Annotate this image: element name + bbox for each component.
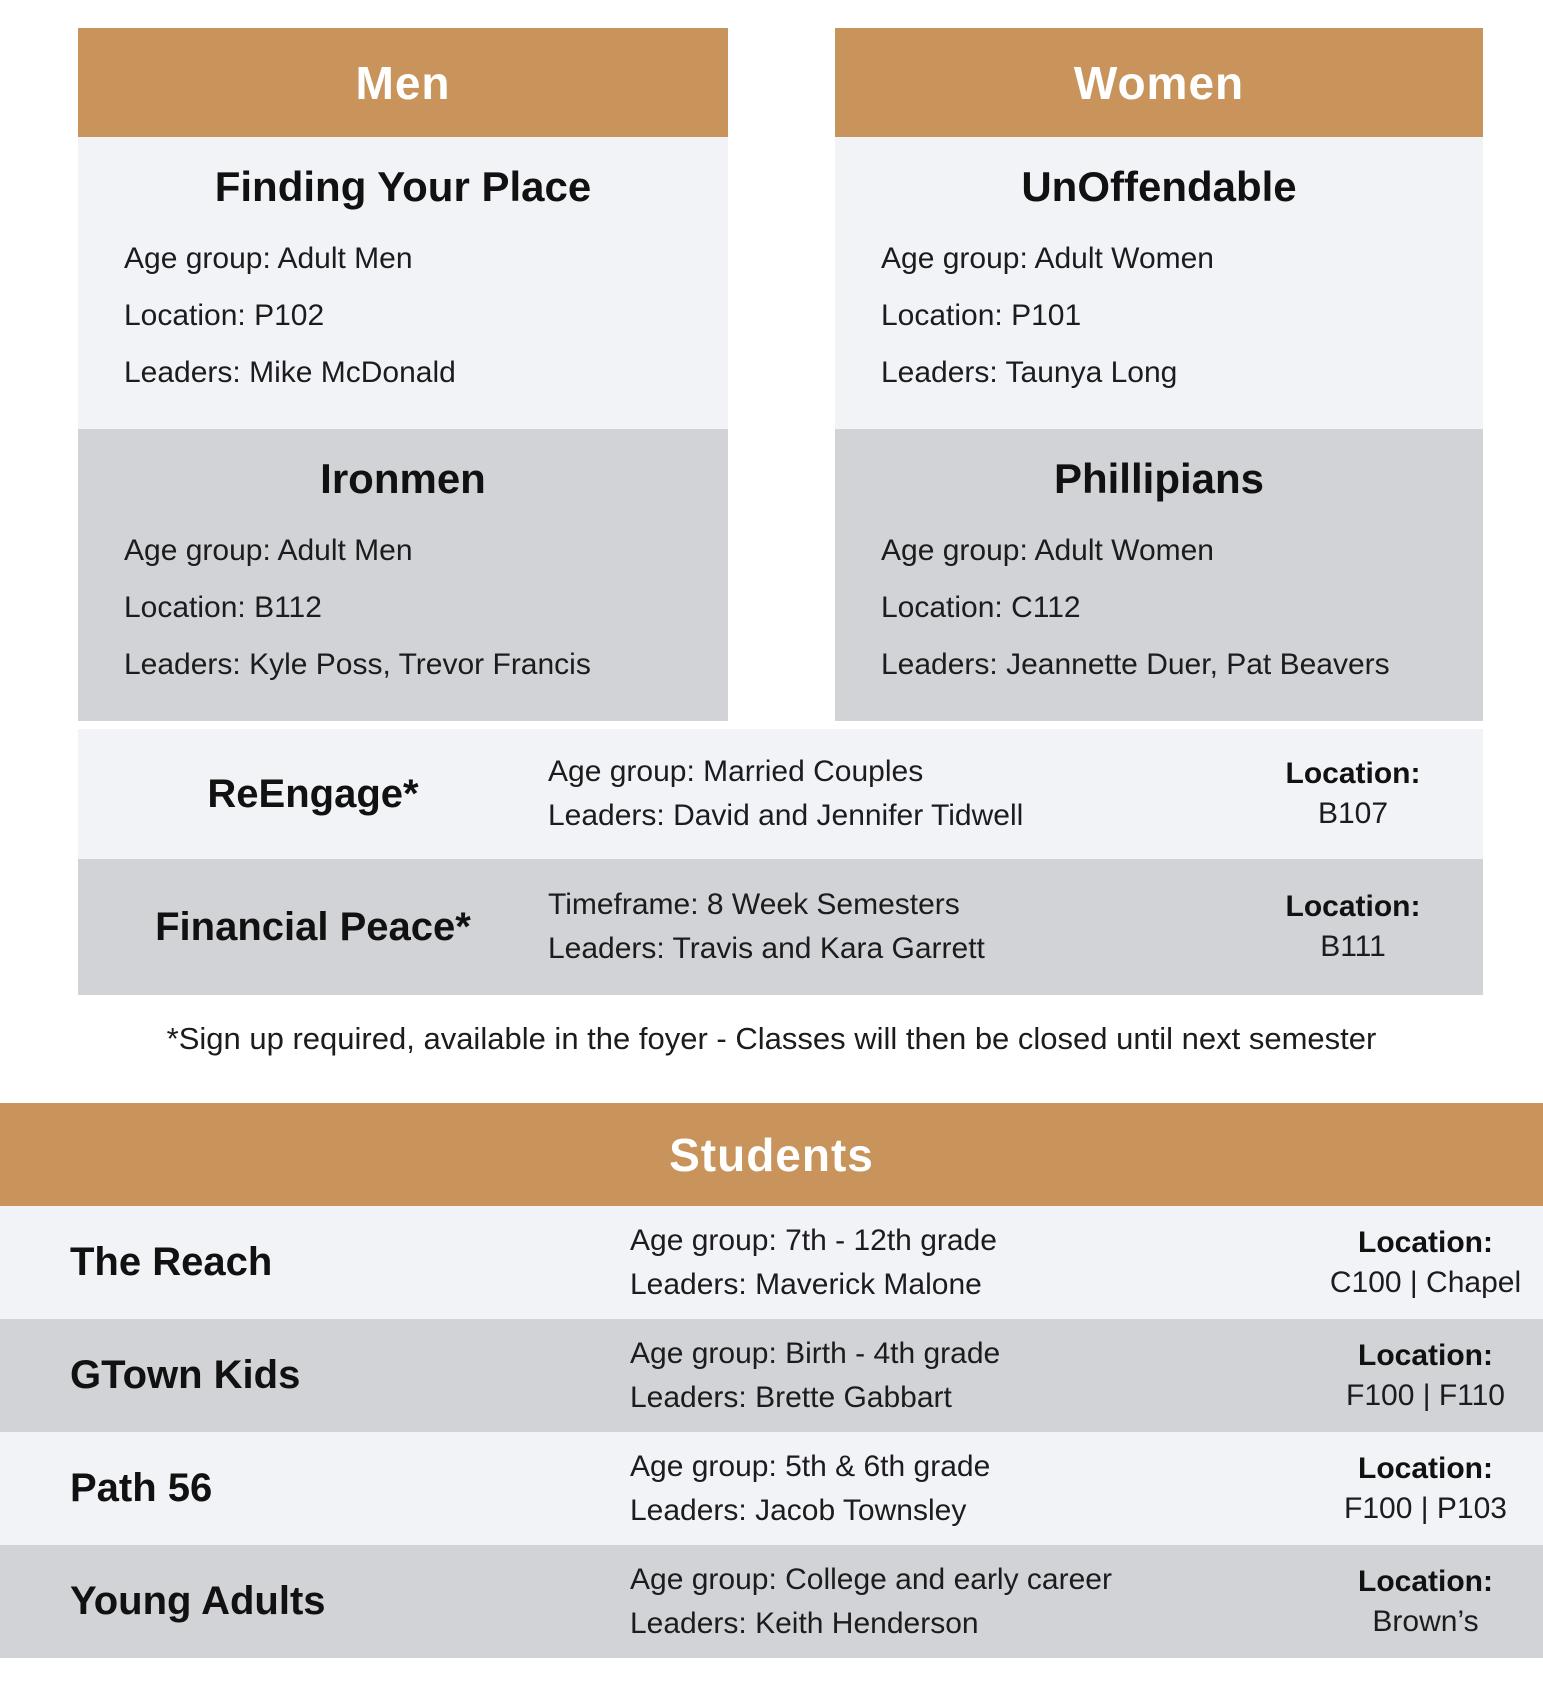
class-leaders: Leaders: Taunya Long	[881, 356, 1178, 389]
class-info	[630, 1445, 1308, 1533]
men-section-header	[78, 28, 728, 137]
class-location	[1308, 1562, 1543, 1642]
class-location	[1223, 887, 1483, 967]
class-info	[630, 1332, 1308, 1420]
class-title: Phillipians	[1053, 455, 1265, 502]
students-section-header	[0, 1103, 1543, 1206]
class-leaders: Leaders: Brette Gabbart	[630, 1380, 952, 1414]
class-location: Location: P101	[881, 299, 1082, 332]
class-row-gtown-kids	[0, 1319, 1543, 1432]
location-value: F100 | P103	[1344, 1491, 1507, 1525]
class-leaders: Leaders: Jeannette Duer, Pat Beavers	[881, 648, 1390, 681]
class-row-reengage	[78, 729, 1483, 859]
class-age-group: Age group: Adult Women	[881, 242, 1214, 275]
class-leaders: Leaders: David and Jennifer Tidwell	[548, 799, 1024, 832]
location-value: Brown’s	[1372, 1604, 1479, 1638]
class-title: Finding Your Place	[214, 163, 592, 210]
class-age-group: Age group: Married Couples	[548, 755, 924, 788]
class-location: Location: P102	[124, 299, 325, 332]
class-age-group: Age group: Adult Men	[124, 534, 413, 567]
class-location	[1308, 1223, 1543, 1303]
signup-classes-area	[78, 729, 1483, 995]
location-label: Location:	[1358, 1338, 1493, 1372]
class-title: Path 56	[70, 1466, 213, 1510]
class-leaders: Leaders: Kyle Poss, Trevor Francis	[124, 648, 591, 681]
class-location	[1308, 1449, 1543, 1529]
class-location	[1308, 1336, 1543, 1416]
men-section-title: Men	[355, 56, 451, 109]
location-label: Location:	[1358, 1451, 1493, 1485]
class-leaders: Leaders: Maverick Malone	[630, 1267, 982, 1301]
class-age-group: Age group: 5th & 6th grade	[630, 1449, 991, 1483]
location-value: B107	[1317, 797, 1389, 830]
class-leaders: Leaders: Jacob Townsley	[630, 1493, 967, 1527]
class-age-group: Age group: College and early career	[630, 1562, 1112, 1596]
class-age-group: Age group: Birth - 4th grade	[630, 1336, 1001, 1370]
class-row-financial-peace	[78, 859, 1483, 995]
class-info	[548, 750, 1223, 838]
location-value: B111	[1320, 930, 1386, 963]
class-location: Location: B112	[124, 591, 322, 624]
class-location: Location: C112	[881, 591, 1081, 624]
location-label: Location:	[1285, 757, 1421, 790]
location-label: Location:	[1285, 890, 1421, 923]
class-title: The Reach	[70, 1240, 273, 1284]
class-card-unoffendable	[835, 137, 1483, 429]
class-leaders: Leaders: Keith Henderson	[630, 1606, 979, 1640]
class-leaders: Leaders: Travis and Kara Garrett	[548, 932, 985, 965]
women-section-header	[835, 28, 1483, 137]
class-info	[630, 1558, 1308, 1646]
location-label: Location:	[1358, 1225, 1493, 1259]
women-section-title: Women	[1073, 56, 1245, 109]
class-leaders: Leaders: Mike McDonald	[124, 356, 456, 389]
class-card-finding-your-place	[78, 137, 728, 429]
class-title: Ironmen	[320, 455, 486, 502]
adult-classes-area	[78, 0, 1543, 721]
women-section	[835, 28, 1483, 721]
men-section	[78, 28, 728, 721]
class-age-group: Age group: 7th - 12th grade	[630, 1223, 997, 1257]
class-timeframe: Timeframe: 8 Week Semesters	[548, 888, 960, 921]
class-title: UnOffendable	[1021, 163, 1297, 210]
class-title: GTown Kids	[70, 1353, 301, 1397]
class-row-the-reach	[0, 1206, 1543, 1319]
class-row-path-56	[0, 1432, 1543, 1545]
location-value: C100 | Chapel	[1329, 1265, 1522, 1299]
class-row-young-adults	[0, 1545, 1543, 1658]
class-title: Young Adults	[70, 1579, 326, 1623]
location-value: F100 | F110	[1346, 1378, 1505, 1412]
class-location	[1223, 754, 1483, 834]
class-age-group: Age group: Adult Women	[881, 534, 1214, 567]
class-age-group: Age group: Adult Men	[124, 242, 413, 275]
class-title: ReEngage*	[207, 771, 419, 816]
signup-footnote: *Sign up required, available in the foyer - Classes will then be closed until next semester	[166, 1021, 1377, 1056]
class-title: Financial Peace*	[155, 904, 471, 949]
location-label: Location:	[1358, 1564, 1493, 1598]
class-info	[630, 1219, 1308, 1307]
class-card-phillipians	[835, 429, 1483, 721]
class-card-ironmen	[78, 429, 728, 721]
students-section	[0, 1103, 1543, 1658]
students-section-title: Students	[669, 1128, 874, 1181]
class-info	[548, 883, 1223, 971]
